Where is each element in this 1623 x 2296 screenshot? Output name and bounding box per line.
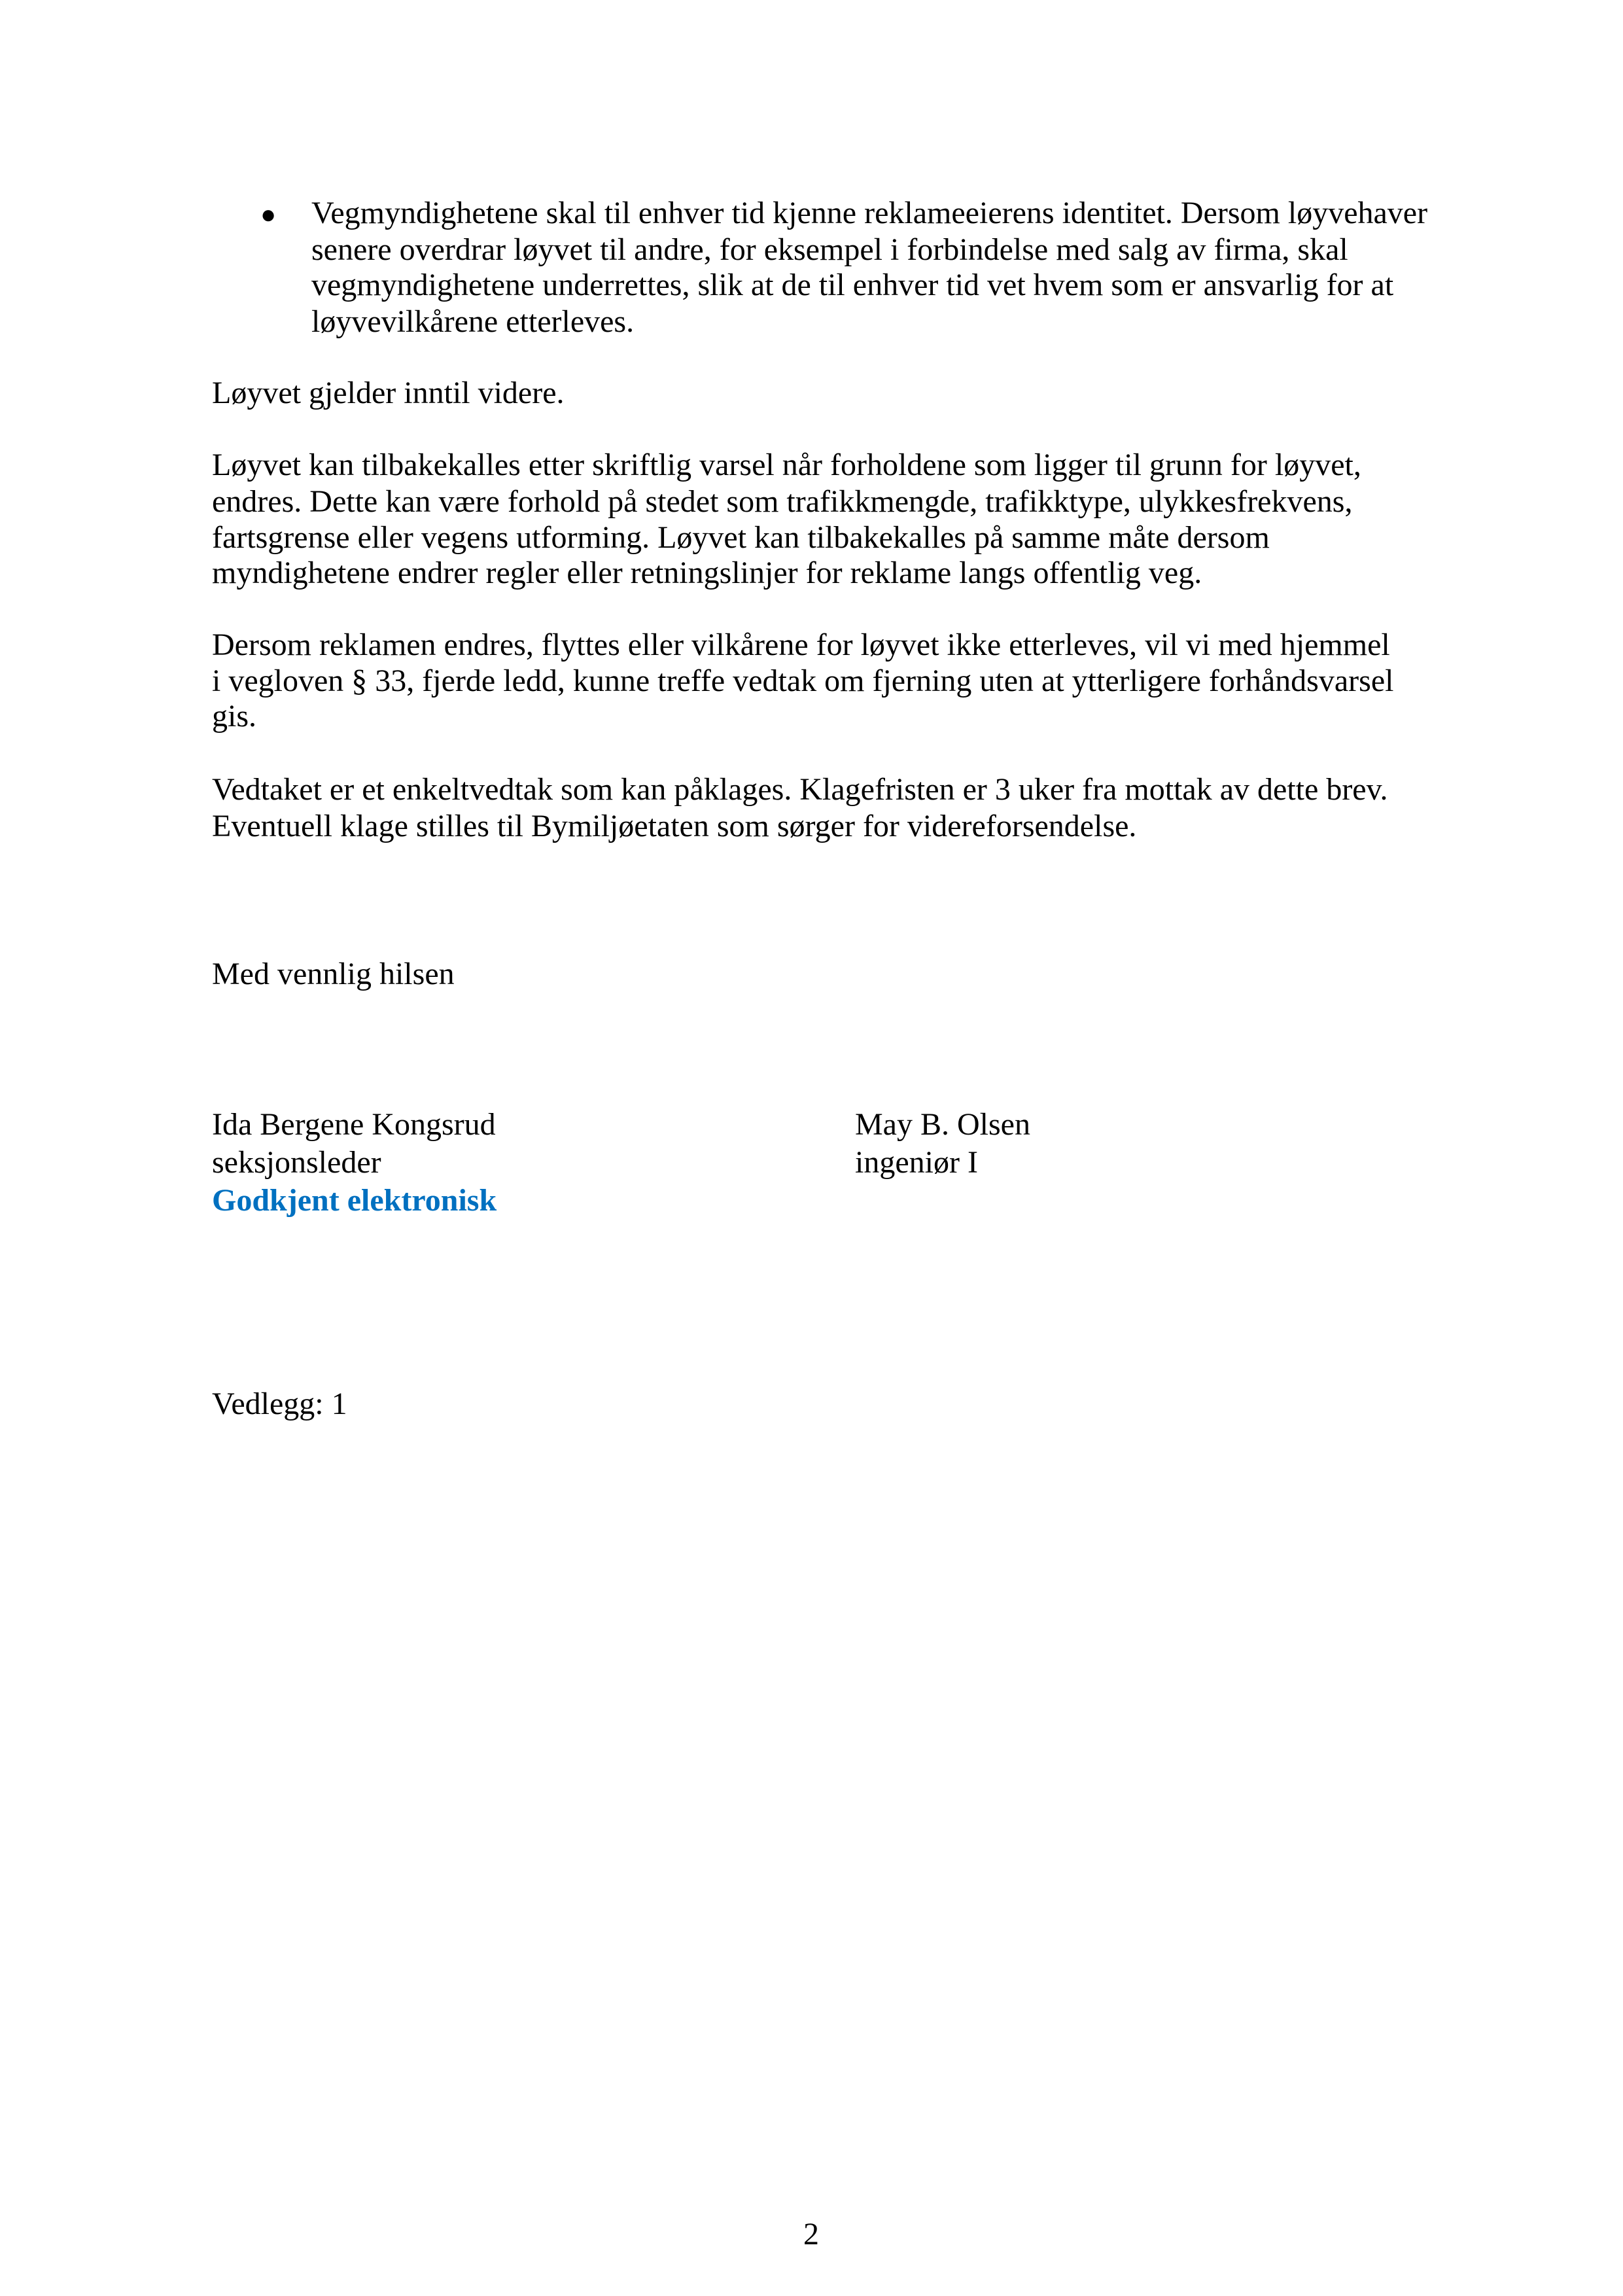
paragraph-revocation-line: endres. Dette kan være forhold på stedet som trafikkmengde, trafikktype, ulykkesfrekvens, (212, 484, 1353, 519)
bullet-icon: ● (260, 200, 277, 229)
bullet-text-line: vegmyndighetene underrettes, slik at de til enhver tid vet hvem som er ansvarlig for at (311, 268, 1394, 302)
signatory-2-name: May B. Olsen (855, 1107, 1030, 1142)
bullet-text-line: senere overdrar løyvet til andre, for eksempel i forbindelse med salg av firma, skal (311, 232, 1348, 267)
bullet-text-line: løyvevilkårene etterleves. (311, 304, 635, 339)
paragraph-appeal-line: Vedtaket er et enkeltvedtak som kan påklages. Klagefristen er 3 uker fra mottak av dette brev. (212, 772, 1388, 807)
signatory-2-title: ingeniør I (855, 1145, 978, 1180)
bullet-text-line: Vegmyndighetene skal til enhver tid kjenne reklameeierens identitet. Dersom løyvehaver (311, 196, 1428, 230)
paragraph-revocation-line: Løyvet kan tilbakekalles etter skriftlig varsel når forholdene som ligger til grunn for løyvet, (212, 448, 1361, 482)
signatory-1-approval: Godkjent elektronisk (212, 1183, 497, 1218)
paragraph-validity: Løyvet gjelder inntil videre. (212, 376, 565, 410)
signatory-1-title: seksjonsleder (212, 1145, 381, 1180)
signatory-1-name: Ida Bergene Kongsrud (212, 1107, 496, 1142)
page-number: 2 (803, 2217, 819, 2252)
paragraph-revocation-line: myndighetene endrer regler eller retningslinjer for reklame langs offentlig veg. (212, 556, 1202, 590)
closing-greeting: Med vennlig hilsen (212, 957, 455, 991)
paragraph-removal-line: Dersom reklamen endres, flyttes eller vilkårene for løyvet ikke etterleves, vil vi med hjemmel (212, 627, 1390, 662)
paragraph-removal-line: i vegloven § 33, fjerde ledd, kunne treffe vedtak om fjerning uten at ytterligere forhåndsvarsel (212, 663, 1394, 698)
paragraph-revocation-line: fartsgrense eller vegens utforming. Løyvet kan tilbakekalles på samme måte dersom (212, 520, 1270, 555)
attachments-count: Vedlegg: 1 (212, 1386, 347, 1421)
paragraph-appeal-line: Eventuell klage stilles til Bymiljøetaten som sørger for videreforsendelse. (212, 809, 1137, 843)
paragraph-removal-line: gis. (212, 699, 257, 733)
